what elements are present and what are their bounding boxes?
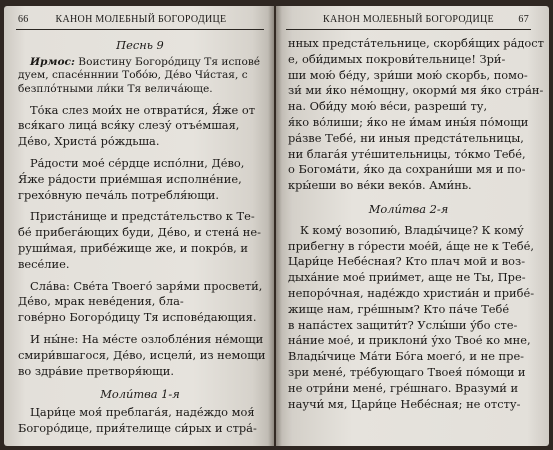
- text-line: непоро́чная, наде́ждо христиа́н и прибе́-: [288, 285, 535, 300]
- glory-verse: [18, 279, 262, 326]
- text-line: вся́каго лица́ вся́ку слезу́ отъе́мшая,: [18, 118, 240, 133]
- text-line: ши мою́ бе́ду, зри́ши мою́ скорбь, помо-: [288, 67, 528, 82]
- text-line: научи́ мя, Цари́це Небе́сная; не отсту-: [288, 396, 521, 411]
- prayer-2-heading: Моли́тва 2-я: [368, 201, 449, 216]
- text-line: нных предста́тельнице, скорбя́щих ра́дост: [288, 36, 544, 50]
- book-gutter: [268, 6, 282, 446]
- text-line: прибегну в го́рести мое́й, а́ще не к Тебе́,: [288, 238, 535, 253]
- text-line: на. Оби́ду мою́ ве́си, разреши́ ту,: [288, 99, 488, 114]
- irmos-line: безпло́тными ли́ки Тя велича́юще.: [18, 82, 213, 95]
- irmos-label: Ирмос:: [30, 55, 75, 68]
- right-header-rule: [286, 29, 531, 30]
- text-line: И ны́не: На ме́сте озлобле́ния не́мощи: [30, 331, 264, 346]
- left-page: [4, 6, 274, 446]
- right-page-number: 67: [518, 14, 529, 25]
- prayer-2: [288, 222, 535, 413]
- text-line: дыха́ние мое́ прии́мет, аще не Ты, Пре-: [288, 270, 526, 285]
- troparion-3: [18, 209, 262, 272]
- text-line: смири́вшагося, Де́во, исцели́, из немощи: [18, 347, 266, 362]
- irmos-block: [18, 56, 262, 97]
- text-line: Ра́дости мое́ се́рдце испо́лни, Де́во,: [30, 155, 245, 170]
- text-line: зри мене́, тре́бующаго Твоея́ по́мощи и: [288, 364, 526, 379]
- text-line: гове́рно Богоро́дицу Тя испове́дающия.: [18, 310, 257, 325]
- left-running-title: КАНОН МОЛЕБНЫЙ БОГОРОДИЦЕ: [55, 14, 227, 25]
- text-line: руши́мая, прибе́жище же, и покро́в, и: [18, 240, 248, 255]
- text-line: жище нам, гре́шным? Кто па́че Тебе́: [288, 301, 510, 316]
- text-line: бе́ прибега́ющих буди, Де́во, и стена́ не-: [18, 225, 261, 240]
- text-line: Я́же ра́дости прие́мшая исполне́ние,: [18, 171, 242, 186]
- text-line: Цари́це Небе́сная? Кто плач мой и воз-: [288, 254, 526, 269]
- prayer-1-continuation: [288, 36, 544, 194]
- text-line: Цари́це моя́ преблага́я, наде́ждо моя́: [30, 405, 255, 420]
- left-header-rule: [16, 29, 264, 30]
- irmos-line: дуем, спасе́нннии Тобо́ю, Де́во Чи́стая, с: [18, 69, 248, 82]
- left-page-body: [18, 36, 266, 440]
- text-line: ра́зве Тебе́, ни иныя предста́тельницы,: [288, 130, 524, 145]
- song-heading: Песнь 9: [116, 38, 164, 52]
- right-running-title: КАНОН МОЛЕБНЫЙ БОГОРОДИЦЕ: [323, 14, 494, 25]
- text-line: К кому́ возопию́, Влады́чице? К кому́: [300, 222, 524, 237]
- text-line: Богоро́дице, прия́телище си́рых и стра́-: [18, 420, 257, 435]
- troparion-2: [18, 156, 262, 203]
- text-line: в напа́стех защити́т? Услы́ши у́бо сте-: [288, 317, 518, 332]
- troparion-1: [18, 103, 262, 150]
- prayer-1-heading: Моли́тва 1-я: [100, 387, 180, 402]
- right-page: [276, 6, 549, 446]
- text-line: во здра́вие претворя́ющи.: [18, 363, 174, 378]
- text-line: Де́во, мрак неве́дения, бла-: [18, 294, 184, 309]
- text-line: Де́во, Христа́ ро́ждьша.: [18, 134, 160, 149]
- left-page-number: 66: [18, 14, 29, 25]
- text-line: не отри́ни мене́, гре́шнаго. Вразуми́ и: [288, 380, 519, 395]
- text-line: кры́еши во ве́ки веко́в. Ами́нь.: [288, 178, 472, 193]
- text-line: Влады́чице Ма́ти Бо́га моего́, и не пре-: [288, 349, 525, 364]
- irmos-line: Воистину Богоро́дицу Тя испове́: [74, 55, 261, 68]
- text-line: я́ко во́лиши; я́ко не и́мам ины́я по́мощи: [288, 114, 529, 129]
- text-line: е, оби́димых покрови́тельнице! Зри́-: [288, 51, 506, 66]
- now-verse: [18, 331, 266, 379]
- text-line: ни блага́я уте́шительницы, то́кмо Тебе́,: [288, 146, 526, 161]
- text-line: о Богома́ти, я́ко да сохрани́ши мя и по-: [288, 162, 526, 177]
- text-line: То́ка слез мои́х не отврати́ся, Я́же от: [30, 102, 256, 117]
- right-page-body: [288, 36, 544, 440]
- text-line: зи́ ми я́ко не́мощну, окорми́ мя я́ко стра́н-: [288, 83, 544, 98]
- text-line: грехо́вную печа́ль потребля́ющи.: [18, 187, 220, 202]
- text-line: Сла́ва: Све́та Твоего́ заря́ми просвети́,: [30, 278, 263, 293]
- prayer-1: [18, 405, 262, 437]
- text-line: Приста́нище и предста́тельство к Те-: [30, 209, 255, 224]
- text-line: на́ние мое́, и приклони́ у́хо Твое́ ко мне,: [288, 333, 531, 348]
- text-line: весе́лие.: [18, 256, 70, 271]
